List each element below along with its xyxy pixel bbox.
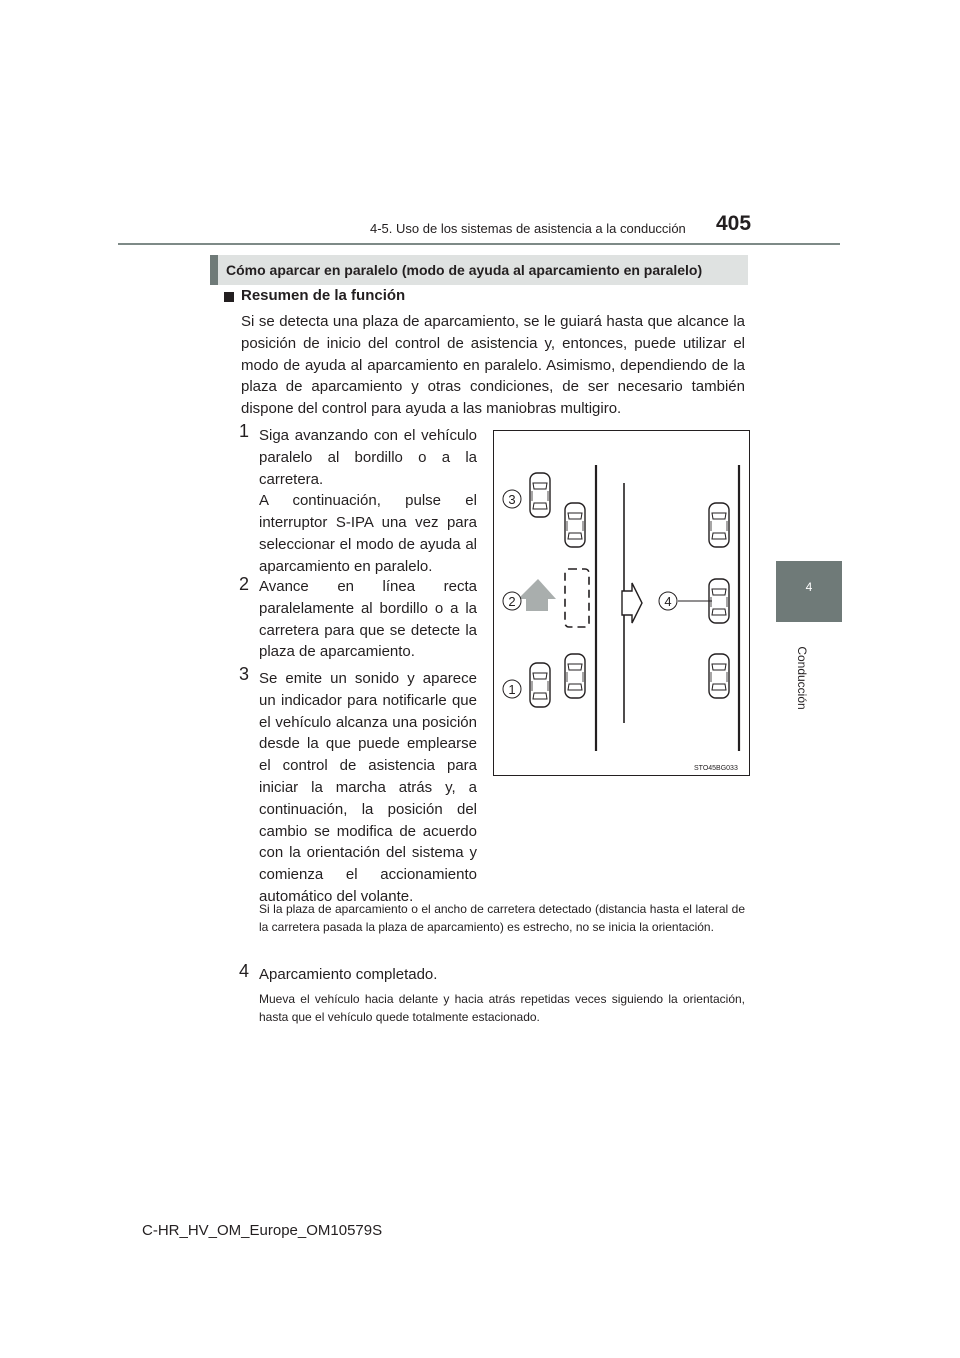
chapter-tab-label-text: Conducción — [795, 645, 809, 710]
callout-4-label: 4 — [664, 594, 672, 609]
step-number-3: 3 — [239, 664, 250, 684]
step-number-2: 2 — [239, 574, 250, 594]
forward-arrow-icon — [518, 579, 556, 611]
parked-car-left-top — [565, 503, 585, 547]
diagram-code: STO45BG033 — [694, 765, 738, 772]
chapter-tab-label — [782, 630, 822, 725]
parked-car-right-bottom — [709, 654, 729, 698]
vehicle-position-3 — [530, 473, 550, 517]
callout-4 — [659, 592, 677, 610]
step-1-text: Siga avanzando con el vehículo paralelo al bordillo o a la carretera. — [259, 427, 477, 488]
subsection-title: Resumen de la función — [241, 287, 406, 304]
transition-arrow-icon — [622, 583, 642, 623]
step-number-4: 4 — [239, 961, 250, 981]
chapter-tab-number: 4 — [805, 580, 813, 594]
parking-diagram — [493, 430, 750, 776]
parked-car-left-bottom — [565, 654, 585, 698]
callout-3-label: 3 — [508, 492, 516, 507]
step-3-note: Si la plaza de aparcamiento o el ancho de carretera detectado (distancia hasta el lateral de la carretera pasada la plaza de aparcamiento) es estrecho, no se inicia la orientación. — [259, 902, 745, 935]
parking-space-outline — [565, 569, 589, 627]
callout-2 — [503, 592, 521, 610]
step-4-note: Mueva el vehículo hacia delante y hacia atrás repetidas veces siguiendo la orientación, hasta que el vehículo quede totalmente estacionado. — [259, 992, 745, 1025]
page-number: 405 — [716, 212, 752, 235]
section-heading-bar — [210, 255, 218, 285]
step-3-text: Se emite un sonido y aparece un indicador para notificarle que el vehículo alcanza una posición desde la que puede emplearse el control de asistencia para iniciar la marcha atrás y, a continuación, la posición del cambio se modifica de acuerdo con la orientación del sistema y comienza el accionamiento automático del volante. — [259, 670, 477, 905]
step-2-text: Avance en línea recta paralelamente al bordillo o a la carretera para que se detecte la plaza de aparcamiento. — [259, 578, 477, 661]
parked-car-right-top — [709, 503, 729, 547]
callout-3 — [503, 490, 521, 508]
callout-1-label: 1 — [508, 682, 516, 697]
callout-1 — [503, 680, 521, 698]
section-title: Cómo aparcar en paralelo (modo de ayuda al aparcamiento en paralelo) — [226, 262, 703, 278]
callout-2-label: 2 — [508, 594, 516, 609]
square-bullet-icon — [224, 292, 234, 302]
header-rule — [118, 243, 840, 245]
footer-doc-id: C-HR_HV_OM_Europe_OM10579S — [142, 1222, 383, 1239]
step-1-text-continued: A continuación, pulse el interruptor S-IPA una vez para seleccionar el modo de ayuda al aparcamiento en paralelo. — [259, 492, 477, 575]
intro-paragraph: Si se detecta una plaza de aparcamiento, se le guiará hasta que alcance la posición de inicio del control de asistencia y, entonces, puede utilizar el modo de ayuda al aparcamiento en paralelo. Asimismo, dependiendo de la plaza de aparcamiento y otras condiciones, de ser necesario también dispone del control para ayuda a las maniobras multigiro. — [241, 313, 745, 418]
parking-diagram-svg — [494, 431, 749, 775]
step-number-1: 1 — [239, 421, 250, 441]
step-4-text: Aparcamiento completado. — [259, 966, 438, 983]
vehicle-position-1 — [530, 663, 550, 707]
step-1 — [259, 425, 477, 578]
running-header: 4-5. Uso de los sistemas de asistencia a la conducción — [370, 221, 686, 236]
